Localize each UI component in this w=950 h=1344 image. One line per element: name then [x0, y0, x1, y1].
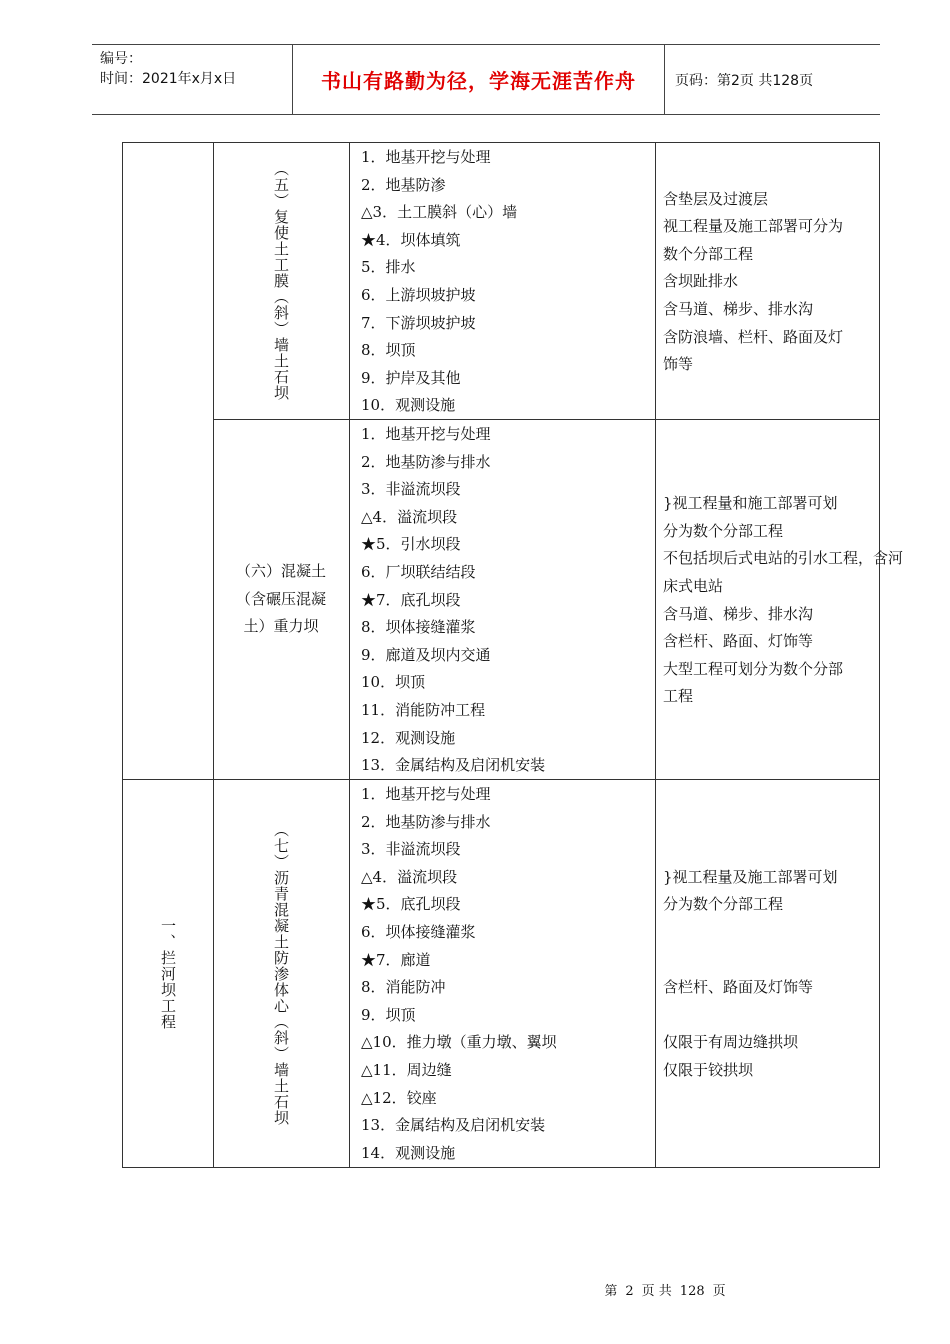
sub-item: ★5．底孔坝段: [361, 895, 461, 914]
sub-item: 9．廊道及坝内交通: [361, 645, 491, 664]
sub-item: ★4．坝体填筑: [361, 230, 461, 249]
note-line: 仅限于有周边缝拱坝: [663, 1033, 799, 1052]
sub-item: 9．坝顶: [361, 1005, 416, 1024]
sub-items: [361, 144, 653, 420]
footer-mid: 页 共: [641, 1284, 672, 1299]
footer-suffix: 页: [712, 1284, 726, 1299]
notes-cell: [663, 781, 871, 1085]
sub-item: 7．下游坝坡护坡: [361, 313, 476, 332]
note-line: [663, 158, 871, 186]
sub-items: [361, 421, 653, 780]
note-line: 数个分部工程: [663, 244, 754, 263]
sub-item: △12．铰座: [361, 1088, 437, 1107]
table-col-line: [349, 143, 350, 1167]
sub-item: 8．坝体接缝灌浆: [361, 618, 476, 637]
sub-item: 8．消能防冲: [361, 978, 446, 997]
note-line: [663, 463, 871, 491]
sub-items: [361, 781, 653, 1167]
category-cell: [123, 780, 213, 1167]
sub-item: 2．地基防渗与排水: [361, 452, 491, 471]
sub-item: 14．观测设施: [361, 1143, 456, 1162]
note-line: 含垫层及过渡层: [663, 189, 769, 208]
table-col-line: [655, 143, 656, 1167]
header-divider: [664, 45, 665, 114]
sub-item: 1．地基开挖与处理: [361, 785, 491, 803]
footer-prefix: 第: [604, 1284, 618, 1299]
sub-item: ★5．引水坝段: [361, 535, 461, 554]
note-line: [663, 781, 871, 809]
sub-item: 6．上游坝坡护坡: [361, 285, 476, 304]
header-meta: [100, 49, 290, 89]
note-line: 工程: [663, 687, 694, 706]
sub-item: 11．消能防冲工程: [361, 700, 486, 719]
page-footer: [0, 1280, 950, 1299]
note-line: 饰等: [663, 355, 694, 374]
note-line: }视工程量和施工部署可划: [663, 494, 838, 513]
sub-item: △11．周边缝: [361, 1060, 452, 1079]
note-line: [663, 836, 871, 864]
note-line: [663, 809, 871, 837]
sub-item: 12．观测设施: [361, 728, 456, 747]
sub-item: 1．地基开挖与处理: [361, 148, 491, 166]
note-line: }视工程量及施工部署可划: [663, 867, 838, 886]
sub-item: 3．非溢流坝段: [361, 480, 461, 499]
sub-item: 5．排水: [361, 258, 416, 277]
note-line: 分为数个分部工程: [663, 521, 784, 540]
note-line: 视工程量及施工部署可分为: [663, 217, 844, 236]
sub-item: ★7．底孔坝段: [361, 590, 461, 609]
sub-item: 10．观测设施: [361, 396, 456, 415]
sub-item: 13．金属结构及启闭机安装: [361, 1116, 546, 1135]
sub-item: 6．厂坝联结结段: [361, 562, 476, 581]
number-label: 编号：: [100, 51, 142, 67]
sub-item: 13．金属结构及启闭机安装: [361, 756, 546, 775]
unit-name: （五）复使土工膜（斜）墙土石坝: [272, 161, 290, 401]
notes-cell: [663, 435, 904, 711]
note-line: [663, 919, 871, 947]
notes-cell: [663, 158, 871, 379]
sub-item: 2．地基防渗: [361, 175, 446, 194]
note-line: [663, 947, 871, 975]
date-line: 时间：2021年x月x日: [100, 71, 237, 87]
sub-item: △10．推力墩（重力墩、翼坝: [361, 1033, 557, 1052]
sub-item: ★7．廊道: [361, 950, 431, 969]
note-line: 含栏杆、路面、灯饰等: [663, 632, 814, 651]
footer-total-pages: 128: [679, 1284, 705, 1299]
unit-name: （七）沥青混凝土防渗体心（斜）墙土石坝: [272, 821, 290, 1126]
note-line: 含防浪墙、栏杆、路面及灯: [663, 327, 844, 346]
note-line: 床式电站: [663, 576, 724, 595]
sub-item: 1．地基开挖与处理: [361, 425, 491, 443]
note-line: 仅限于铰拱坝: [663, 1060, 754, 1079]
unit-cell: [213, 143, 349, 419]
sub-item: 6．坝体接缝灌浆: [361, 922, 476, 941]
footer-page-number: 2: [625, 1284, 634, 1299]
sub-item: 9．护岸及其他: [361, 368, 461, 387]
unit-cell: [213, 780, 349, 1167]
sub-item: △4．溢流坝段: [361, 867, 458, 886]
category-name: 一、拦河坝工程: [159, 917, 177, 1030]
note-line: 含马道、梯步、排水沟: [663, 299, 814, 318]
header-page-info: 页码：第2页 共128页: [675, 72, 814, 89]
header-motto: 书山有路勤为径，学海无涯苦作舟: [321, 69, 636, 93]
note-line: [663, 1002, 871, 1030]
unit-name: （六）混凝土（含碾压混凝土）重力坝: [235, 562, 326, 636]
sub-item: 8．坝顶: [361, 341, 416, 360]
sub-item: 10．坝顶: [361, 673, 426, 692]
note-line: 分为数个分部工程: [663, 895, 784, 914]
sub-item: △4．溢流坝段: [361, 507, 458, 526]
sub-item: 3．非溢流坝段: [361, 840, 461, 859]
unit-cell: [213, 420, 349, 779]
sub-item: 2．地基防渗与排水: [361, 812, 491, 831]
page-header: [92, 44, 880, 115]
note-line: 不包括坝后式电站的引水工程，含河: [663, 549, 904, 568]
sub-item: △3．土工膜斜（心）墙: [361, 203, 518, 222]
note-line: 含坝趾排水: [663, 272, 739, 291]
note-line: [663, 435, 871, 463]
note-line: 含马道、梯步、排水沟: [663, 604, 814, 623]
division-table: [122, 142, 904, 1168]
note-line: 大型工程可划分为数个分部: [663, 659, 844, 678]
note-line: 含栏杆、路面及灯饰等: [663, 978, 814, 997]
